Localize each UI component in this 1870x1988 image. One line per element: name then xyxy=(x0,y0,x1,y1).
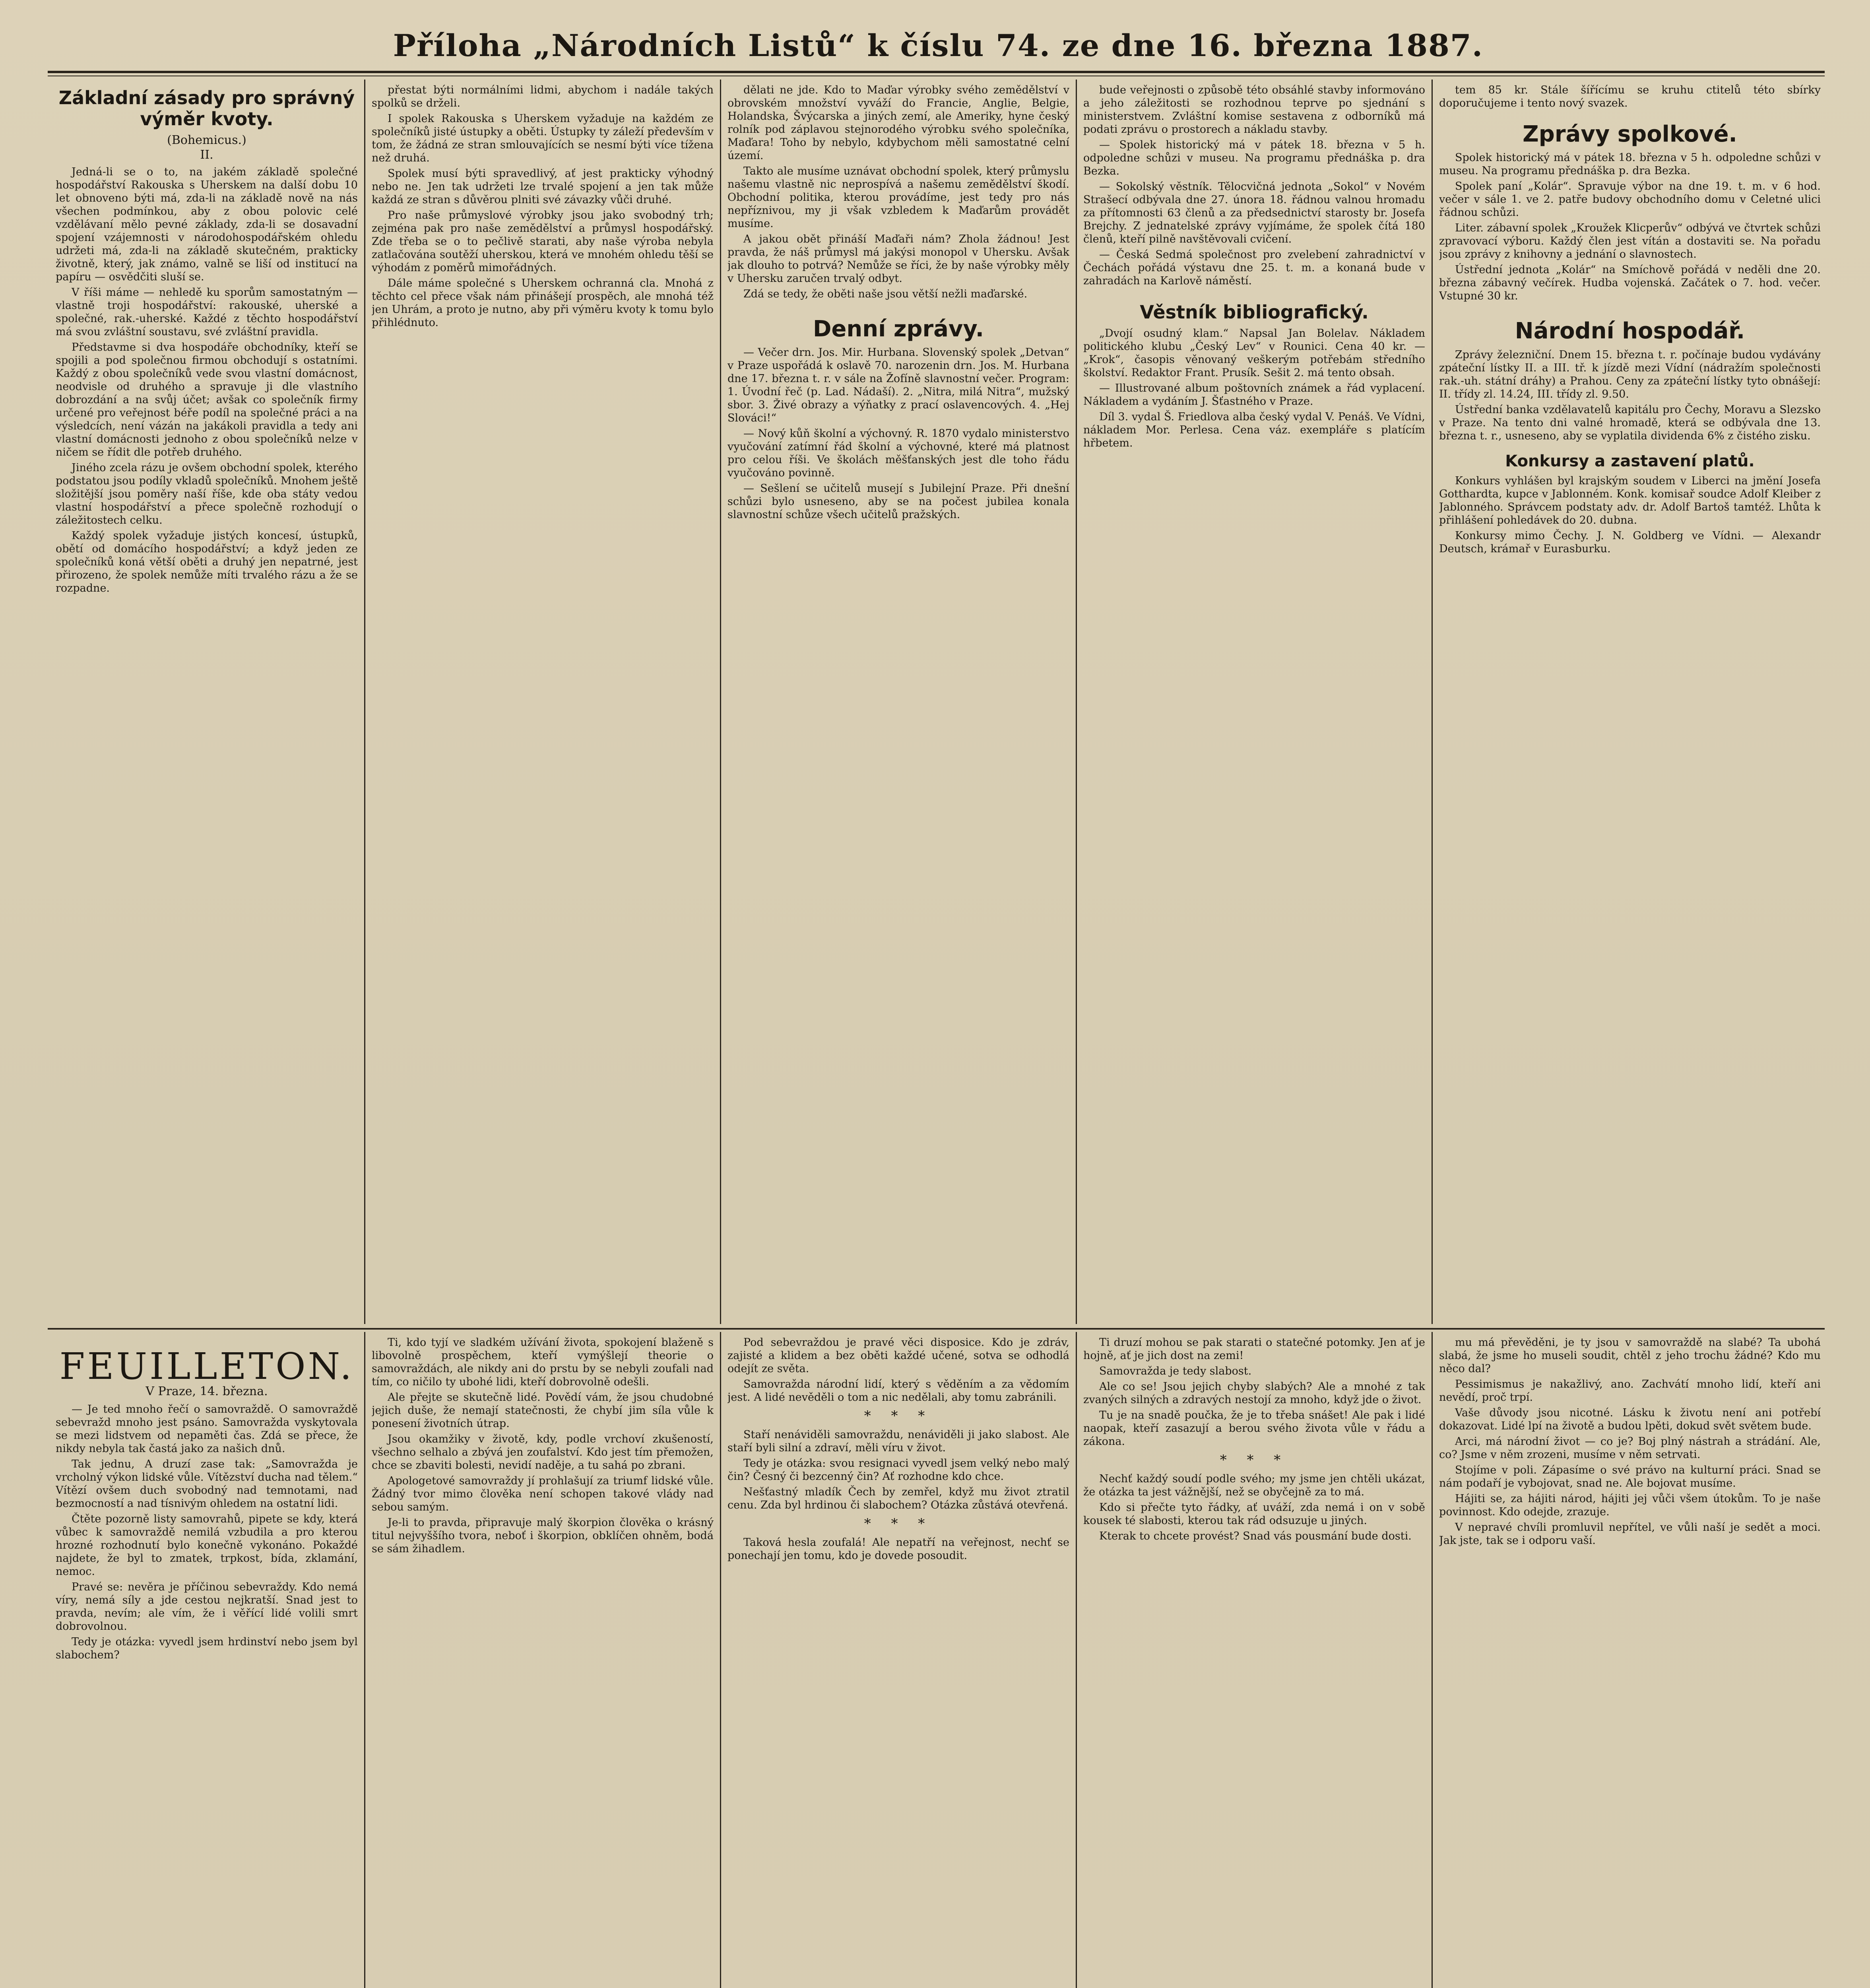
paragraph: dělati ne jde. Kdo to Maďar výrobky svého zemědělství v obrovském množství vyváží do Francie, Anglie, Belgie, Holandska, Švýcarska a jiných zemí, ale Ameriky, hyne český rolník pod záplavou stejnorodého výrobku svého společníka, Maďara! Toho by nebylo, kdybychom měli samostatné celní území. xyxy=(727,84,1069,162)
paragraph: Apologetové samovraždy jí prohlašují za triumf lidské vůle. Žádný tvor mimo člověka není schopen takové vlády nad sebou samým. xyxy=(372,1475,714,1513)
paragraph: Je-li to pravda, připravuje malý škorpion člověka o krásný titul nejvyššího tvora, neboť i škorpion, obklíčen ohněm, bodá se sám žihadlem. xyxy=(372,1516,714,1555)
paragraph: — Večer drn. Jos. Mir. Hurbana. Slovenský spolek „Detvan“ v Praze uspořádá k oslavě 70. narozenin drn. Jos. M. Hurbana dne 17. března t. r. v sále na Žofíně slavnostní večer. Program: 1. Úvodní řeč (p. Lad. Nádaší). 2. „Nitra, milá Nitra“, mužský sbor. 3. Živé obrazy a výňatky z prací oslavencových. 4. „Hej Slováci!“ xyxy=(727,346,1069,425)
paragraph: Samovražda národní lidí, který s věděním a za vědomím jest. A lidé nevěděli o tom a nic nedělali, aby tomu zabránili. xyxy=(727,1378,1069,1404)
paragraph: Zprávy železniční. Dnem 15. března t. r. počínaje budou vydávány zpáteční lístky II. a III. tř. k jízdě mezi Vídní (nádražím společnosti rak.-uh. státní dráhy) a Prahou. Ceny za zpáteční lístky tyto obnášejí: II. třídy zl. 14.24, III. třídy zl. 9.50. xyxy=(1439,348,1821,400)
paragraph: Hájiti se, za hájiti národ, hájiti jej vůči všem útokům. To je naše povinnost. Kdo odejde, zrazuje. xyxy=(1439,1493,1821,1518)
paragraph: Ale co se! Jsou jejich chyby slabých? Ale a mnohé z tak zvaných silných a zdravých nestojí za mnoho, když jde o život. xyxy=(1083,1380,1425,1406)
section-divider-stars: * * * xyxy=(864,1408,933,1424)
paragraph: Pravé se: nevěra je příčinou sebevraždy. Kdo nemá víry, nemá síly a jde cestou nejkratší. Snad jest to pravda, nevím; ale vím, že i věřící lidé volili smrt dobrovolnou. xyxy=(56,1581,358,1633)
column-5-lower xyxy=(1439,1336,1821,1988)
paragraph: Tedy je otázka: svou resignaci vyvedl jsem velký nebo malý čin? Česný či bezcenný čin? Ať rozhodne kdo chce. xyxy=(727,1457,1069,1483)
paragraph: Tedy je otázka: vyvedl jsem hrdinství nebo jsem byl slabochem? xyxy=(56,1636,358,1661)
paragraph: Tu je na snadě poučka, že je to třeba snášet! Ale pak i lidé naopak, kteří zasazují a berou svého života vůle v řádu a zákona. xyxy=(1083,1409,1425,1448)
paragraph: — Česká Sedmá společnost pro zvelebení zahradnictví v Čechách pořádá výstavu dne 25. t. m. a konaná bude v zahradách na Karlově náměstí. xyxy=(1083,248,1425,287)
paragraph: Nechť každý soudí podle svého; my jsme jen chtěli ukázat, že otázka ta jest vážnější, než se obyčejně za to má. xyxy=(1083,1473,1425,1498)
feuilleton-dateline: V Praze, 14. března. xyxy=(145,1384,268,1398)
paragraph: Vaše důvody jsou nicotné. Lásku k životu není ani potřebí dokazovat. Lidé lpí na životě a budou lpěti, dokud svět světem bude. xyxy=(1439,1407,1821,1432)
article-title-zasady: Základní zásady pro správný výměr kvoty. xyxy=(58,87,355,130)
paragraph: Tak jednu, A druzí zase tak: „Samovražda je vrcholný výkon lidské vůle. Vítězství ducha nad tělem.“ Vítězí ovšem duch svobodný nad temnotami, nad bezmocností a nad tísnivým ohledem na ostatní lidi. xyxy=(56,1458,358,1510)
section-title-konkursy: Konkursy a zastavení platů. xyxy=(1505,452,1755,470)
paragraph: A jakou obět přináší Maďaři nám? Zhola žádnou! Jest pravda, že náš průmysl má jakýsi monopol v Uhersku. Avšak jak dlouho to potrvá? Nemůže se říci, že by naše výrobky měly v Uhersku zaručen trvalý odbyt. xyxy=(727,233,1069,285)
paragraph: mu má převěděni, je ty jsou v samovraždě na slabé? Ta ubohá slabá, že jsme ho museli soudit, chtěl z jeho trochu žádné? Kdo mu něco dal? xyxy=(1439,1336,1821,1375)
paragraph: Takto ale musíme uznávat obchodní spolek, který průmyslu našemu vlastně nic neprospívá a našemu zemědělství škodí. Obchodní politika, kterou provádíme, jest tedy pro nás nepříznivou, my ji však vzbledem k Maďarům provádět musíme. xyxy=(727,165,1069,230)
paragraph: — Nový kůň školní a výchovný. R. 1870 vydalo ministerstvo vyučování zatímní řád školní a výchovné, které má platnost pro celou říši. Ve školách měšťanských jest dle toho řádu vyučováno povinně. xyxy=(727,427,1069,480)
article-part: II. xyxy=(200,148,213,162)
paragraph: Představme si dva hospodáře obchodníky, kteří se spojili a pod společnou firmou obchodují s ostatními. Každý z obou společníků vede svou vlastní domácnost, neodvisle od druhého a spravuje ji dle vlastního dobrozdání a na svůj účet; avšak co společník firmy určené pro veřejnost béře podíl na společné práci a na výsledcích, není vázán na jakákoli pravidla a tedy ani vlastní domácnosti jednoho z obou společníků nelze v ničem se řídit dle potřeb druhého. xyxy=(56,341,358,458)
section-title-vestnik: Věstník bibliografický. xyxy=(1140,301,1369,323)
column-2-upper xyxy=(372,83,714,1324)
column-3-lower xyxy=(727,1336,1069,1988)
paragraph: — Spolek historický má v pátek 18. března v 5 h. odpoledne schůzi v museu. Na programu přednáška p. dra Bezka. xyxy=(1083,139,1425,177)
feuilleton-title: FEUILLETON. xyxy=(59,1345,354,1388)
paragraph: Arci, má národní život — co je? Boj plný nástrah a strádání. Ale, co? Jsme v něm zrozeni, musíme v něm setrvati. xyxy=(1439,1435,1821,1461)
section-title-zpravy-spolkove: Zprávy spolkové. xyxy=(1523,121,1737,147)
paragraph: Kdo si přečte tyto řádky, ať uváží, zda nemá i on v sobě kousek té slabosti, kterou tak rád odsuzuje u jiných. xyxy=(1083,1501,1425,1527)
paragraph: Staří nenáviděli samovraždu, nenáviděli ji jako slabost. Ale staří byli silní a zdraví, měli víru v život. xyxy=(727,1429,1069,1454)
paragraph: Konkurs vyhlášen byl krajským soudem v Liberci na jmění Josefa Gotthardta, kupce v Jablonném. Konk. komisař soudce Adolf Kleiber z Jablonného. Správcem podstaty adv. dr. Adolf Bartoš tamtéž. Lhůta k přihlášení pohledávek do 20. dubna. xyxy=(1439,474,1821,526)
paragraph: Jsou okamžiky v životě, kdy, podle vrchoví zkušeností, všechno selhalo a zbývá jen zoufalství. Kdo jest tím přemožen, chce se zbaviti bolesti, nevidí naděje, a tu sahá po zbrani. xyxy=(372,1433,714,1472)
paragraph: Taková hesla zoufalá! Ale nepatří na veřejnost, nechť se ponechají jen tomu, kdo je dovede posoudit. xyxy=(727,1536,1069,1562)
paragraph: Kterak to chcete provést? Snad vás pousmání bude dosti. xyxy=(1099,1530,1412,1542)
paragraph: — Sokolský věstník. Tělocvičná jednota „Sokol“ v Novém Strašecí odbývala dne 27. února 18. řádnou valnou hromadu za přítomnosti 63 členů a za předsednictví starosty br. Josefa Brejchy. Z jednatelské zprávy vyjímáme, že spolek čítá 180 členů, kteří pilně navštěvovali cvičení. xyxy=(1083,181,1425,245)
column-3-upper xyxy=(727,83,1069,1324)
masthead-rule xyxy=(48,71,1825,73)
paragraph: bude veřejnosti o způsobě této obsáhlé stavby informováno a jeho záležitosti se rozhodnou teprve po sjednání s ministerstvem. Zvláštní komise sestavena z odborníků má podati zprávu o prostorech a nákladu stavby. xyxy=(1083,84,1425,136)
paragraph: Nešťastný mladík Čech by zemřel, když mu život ztratil cenu. Zda byl hrdinou či slabochem? Otázka zůstává otevřená. xyxy=(727,1486,1069,1511)
paragraph: Ti druzí mohou se pak starati o statečné potomky. Jen ať je hojně, ať je jich dost na zemi! xyxy=(1083,1336,1425,1362)
paragraph: Spolek musí býti spravedlivý, ať jest prakticky výhodný nebo ne. Jen tak udržeti lze trvalé spojení a jen tak může každá ze stran s důvěrou plniti své závazky vůči druhé. xyxy=(372,167,714,206)
paragraph: Ale přejte se skutečně lidé. Povědí vám, že jsou chudobné jejich duše, že nemají statečnosti, že chybí jim sílа vůle k ponesení životních útrap. xyxy=(372,1391,714,1430)
section-title-denni-zpravy: Denní zprávy. xyxy=(813,316,984,342)
paragraph: Pessimismus je nakažlivý, ano. Zachvátí mnoho lidí, kteří ani nevědí, proč trpí. xyxy=(1439,1378,1821,1404)
column-1-upper xyxy=(56,83,358,1324)
section-title-narodni-hospodar: Národní hospodář. xyxy=(1515,318,1745,344)
paragraph: Spolek paní „Kolár“. Spravuje výbor na dne 19. t. m. v 6 hod. večer v sále 1. ve 2. patře budovy obchodního domu v Celetné ulici řádnou schůzi. xyxy=(1439,180,1821,219)
paragraph: V nepravé chvíli promluvil nepřítel, ve vůli naší je sedět a moci. Jak jste, tak se i odporu vaší. xyxy=(1439,1521,1821,1547)
paragraph: Konkursy mimo Čechy. J. N. Goldberg ve Vídni. — Alexandr Deutsch, krámař v Eurasburku. xyxy=(1439,529,1821,555)
paragraph: Pro naše průmyslové výrobky jsou jako svobodný trh; zejména pak pro naše zemědělství a průmysl hospodářský. Zde třeba se o to pečlivě starati, aby naše výroba nebyla zatlačována soutěží uherskou, která ve mnohém ohledu těší se výhodám z poměrů mimořádných. xyxy=(372,209,714,274)
paragraph: Čtěte pozorně listy samovrahů, pipete se kdy, která vůbec k samovraždě nemilá vzbudila a pro kterou hrozné rozhodnutí bylo konečně vykonáno. Pokaždé najdete, že byl to zmatek, trpkost, bída, zklamání, nemoc. xyxy=(56,1513,358,1578)
paragraph: Díl 3. vydal Š. Friedlova alba český vydal V. Penáš. Ve Vídni, nákladem Mor. Perlesa. Cena váz. exempláře s platícím hřbetem. xyxy=(1083,410,1425,449)
section-divider-stars: * * * xyxy=(1220,1452,1289,1468)
paragraph: Spolek historický má v pátek 18. března v 5 h. odpoledne schůzi v museu. Na programu přednáška p. dra Bezka. xyxy=(1439,151,1821,177)
paragraph: Stojíme v poli. Zápasíme o své právo na kulturní práci. Snad se nám podaří je vybojovat, snad ne. Ale bojovat musíme. xyxy=(1439,1464,1821,1489)
column-2-lower xyxy=(372,1336,714,1988)
paragraph: Jiného zcela rázu je ovšem obchodní spolek, kterého podstatou jsou podíly vkladů společníků. Mnohem ještě složitější jsou poměry naší říše, kde oba státy vedou vlastní hospodářství a přece společně rozhodují o záležitostech celku. xyxy=(56,461,358,526)
paragraph: Ti, kdo tyjí ve sladkém užívání života, spokojení blaženě s libovolně prospěchem, kteří vymýšlejí theorie o samovraždách, ale nikdy ani do prstu by se nebyli zoufali nad tím, co ničilo ty ubohé lidi, kteří dobrovolně odešli. xyxy=(372,1336,714,1388)
paragraph: tem 85 kr. Stále šířícímu se kruhu ctitelů této sbírky doporučujeme i tento nový svazek. xyxy=(1439,84,1821,109)
paragraph: Každý spolek vyžaduje jistých koncesí, ústupků, obětí od domácího hospodářství; a když jeden ze společníků koná větší oběti a druhý jen nepatrné, jest přirozeno, že spolek nemůže míti trvalého rázu a že se rozpadne. xyxy=(56,529,358,594)
column-5-upper xyxy=(1439,83,1821,1324)
paragraph: Zdá se tedy, že oběti naše jsou větší nežli maďarské. xyxy=(743,288,1028,300)
paragraph: Liter. zábavní spolek „Kroužek Klicperův“ odbývá ve čtvrtek schůzi zpravovací výboru. Každý člen jest vítán a dostaviti se. Na pořadu jsou zprávy z knihovny a jednání o slavnostech. xyxy=(1439,222,1821,261)
paragraph: Samovražda je tedy slabost. xyxy=(1099,1365,1252,1377)
paragraph: „Dvojí osudný klam.“ Napsal Jan Bolelav. Nákladem politického klubu „Český Lev“ v Rounici. Cena 40 kr. — „Krok“, časopis věnovaný veškerým potřebám středního školství. Redaktor Frant. Prusík. Sešit 2. má tento obsah. xyxy=(1083,327,1425,379)
column-1-lower xyxy=(56,1336,358,1988)
paragraph: přestat býti normálními lidmi, abychom i nadále takých spolků se drželi. xyxy=(372,84,714,109)
paragraph: V říši máme — nehledě ku sporům samostatným — vlastně troji hospodářství: rakouské, uherské a společné, rak.-uherské. Každé z těchto hospodářství má svou zvláštní soustavu, své zvláštní pravidla. xyxy=(56,286,358,338)
feuilleton-rule xyxy=(48,1328,1825,1330)
paragraph: Jedná-li se o to, na jakém základě společné hospodářství Rakouska s Uherskem na další dobu 10 let obnoveno býti má, zda-li na základě nově na nás všechen podmínkou, aby z obou polovic celé vzdělávaní mělo pevné základy, zda-li se dosavadní spojení vzájemnosti v národohospodářském ohledu udržeti má, zda-li na základě skutečném, prakticky životně, který, jak známo, valně se liší od institucí na papíru — osvědčiti sluší se. xyxy=(56,165,358,283)
paragraph: — Je ted mnoho řečí o samovraždě. O samovraždě sebevražd mnoho jest psáno. Samovražda vyskytovala se mezi lidstvem od nepaměti čas. Zdá se přece, že nikdy nebyla tak častá jako za našich dnů. xyxy=(56,1403,358,1455)
paragraph: Ústřední jednota „Kolár“ na Smíchově pořádá v neděli dne 20. března zábavný večírek. Hudba vojenská. Začátek o 7. hod. večer. Vstupné 30 kr. xyxy=(1439,264,1821,303)
paragraph: Pod sebevraždou je pravé věci disposice. Kdo je zdráv, zajisté a klidem a bez oběti každé učené, sotva se odhodlá odejít ze světa. xyxy=(727,1336,1069,1375)
paragraph: I spolek Rakouska s Uherskem vyžaduje na každém ze společníků jisté ústupky a oběti. Ústupky ty záleží především v tom, že žádná ze stran smlouvajících se nesmí býti více tížena než druhá. xyxy=(372,113,714,164)
article-byline: (Bohemicus.) xyxy=(167,133,246,147)
column-4-lower xyxy=(1083,1336,1425,1988)
column-4-upper xyxy=(1083,83,1425,1324)
paragraph: — Sešlení se učitelů musejí s Jubilejní Praze. Při dnešní schůzi bylo usneseno, aby se na počest jubilea konala slavnostní schůze všech učitelů pražských. xyxy=(727,482,1069,521)
section-divider-stars: * * * xyxy=(864,1516,933,1532)
paragraph: Ústřední banka vzdělavatelů kapitálu pro Čechy, Moravu a Slezsko v Praze. Na tento dni valné hromadě, která se odbývala dne 13. března t. r., usneseno, aby se vyplatila dividenda 6% z čistého zisku. xyxy=(1439,403,1821,442)
paragraph: Dále máme společné s Uherskem ochranná cla. Mnohá z těchto cel přece však nám přinášejí prospěch, ale mnohá též jen Uhrám, a proto je nutno, aby při výměru kvoty k tomu bylo přihlédnuto. xyxy=(372,277,714,329)
paragraph: — Illustrované album poštovních známek a řád vyplacení. Nákladem a vydáním J. Šťastného v Praze. xyxy=(1083,382,1425,408)
page-masthead: Příloha „Národních Listů“ k číslu 74. ze dne 16. března 1887. xyxy=(393,28,1484,63)
